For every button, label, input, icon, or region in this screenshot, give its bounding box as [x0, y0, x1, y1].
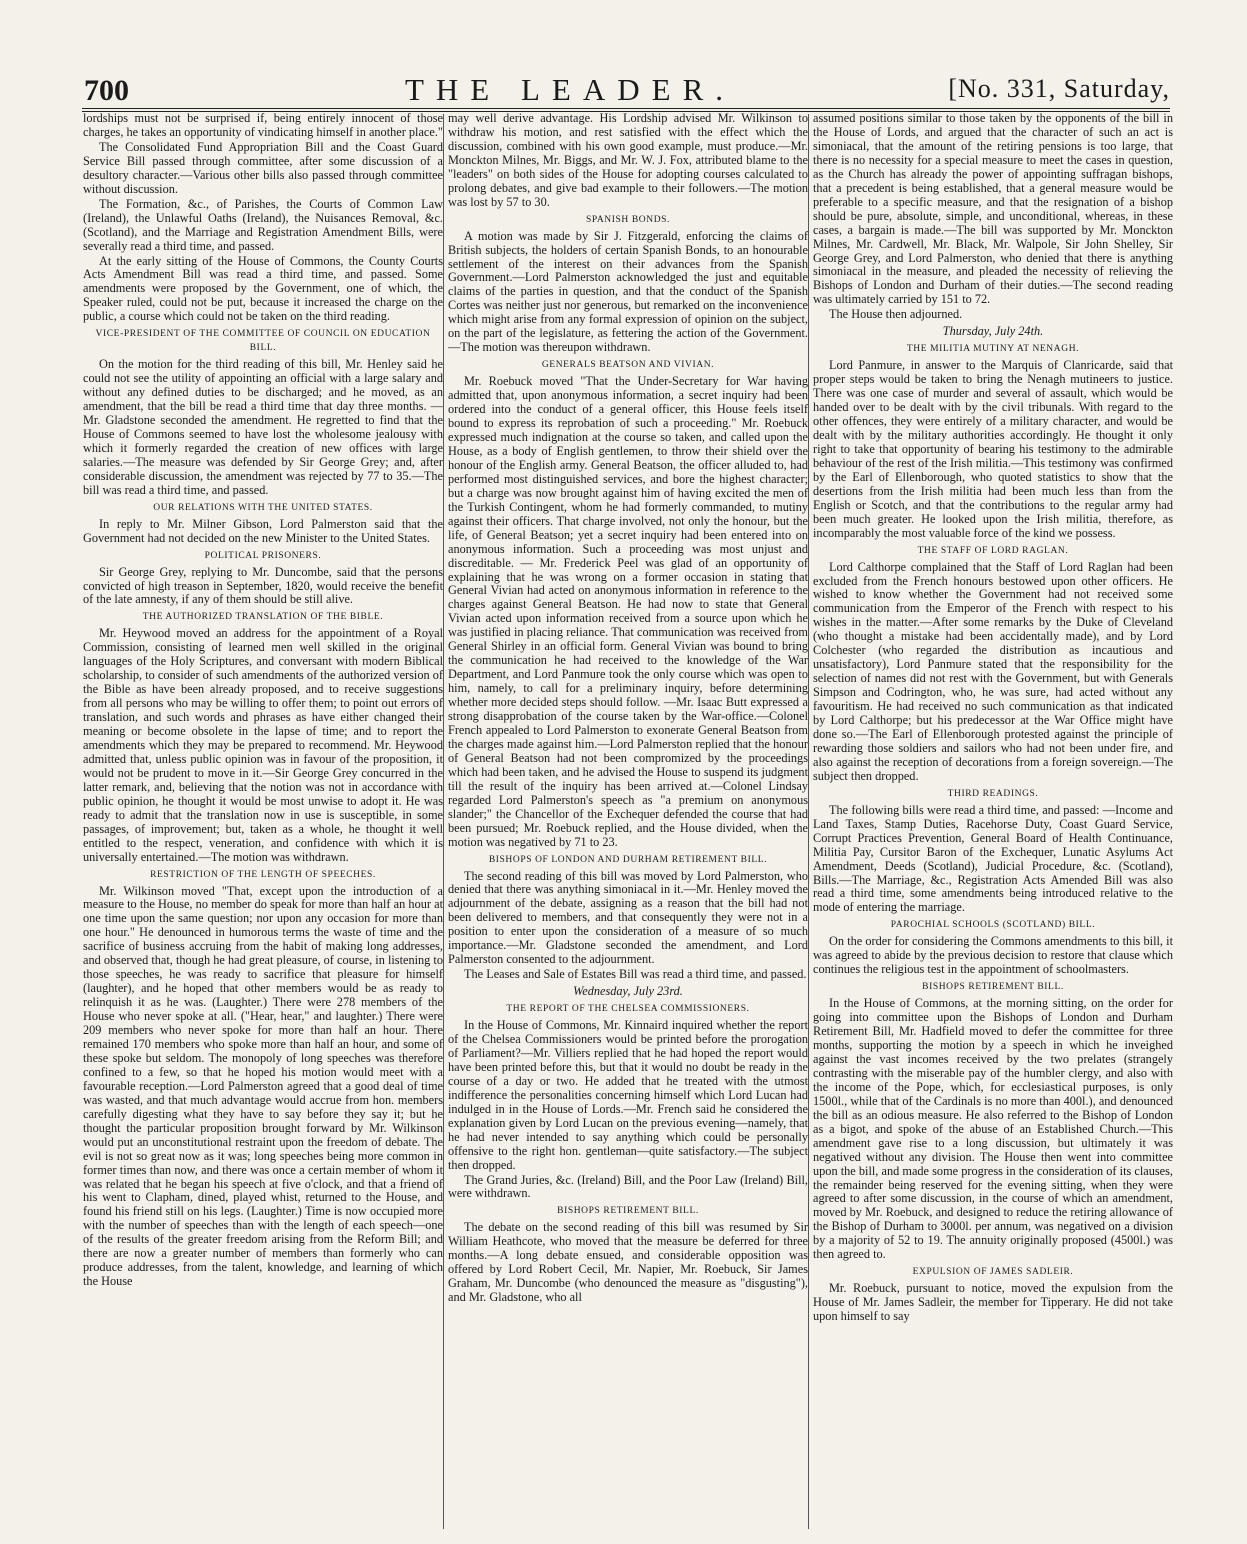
paragraph: Mr. Heywood moved an address for the appointment of a Royal Commission, consisting of learned men well skilled in the original languages of the Holy Scriptures, and conversant with modern Biblical scholarship, to consider of such amendments of the authorized version of the Bible as have been already proposed, and to receive suggestions from all persons who may be willing to offer them; to point out errors of translation, and such words and phrases as have either changed their meaning or become obsolete in the lapse of time; and to report the amendments which they may be prepared to recommend. Mr. Heywood admitted that, unless public opinion was in favour of the proposition, it would not be prudent to move in it.—Sir George Grey concurred in the latter remark, and, believing that the notion was not in accordance with public opinion, he thought it would be most unwise to adopt it. He was ready to admit that the translation now in use is susceptible, in some passages, of improvement; but, taken as a whole, he thought it well entitled to the respect, veneration, and confidence with which it is universally entertained.—The motion was withdrawn.: [83, 626, 443, 864]
section-heading: THE STAFF OF LORD RAGLAN.: [917, 545, 1069, 556]
paragraph: The following bills were read a third time, and passed: —Income and Land Taxes, Stamp Duties, Racehorse Duty, Coast Guard Service, Corrupt Practices Prevention, General Board of Health Continuance, Militia Pay, Cursitor Baron of the Exchequer, Lunatic Asylums Act Amendment, Deeds (Scotland), Judicial Procedure, &c. (Scotland), Bills.—The Marriage, &c., Registration Acts Amended Bill was also read a third time, some amendments being introduced relative to the mode of entering the marriage.: [813, 802, 1173, 915]
text-column-2: [448, 112, 808, 1532]
paragraph: may well derive advantage. His Lordship advised Mr. Wilkinson to withdraw his motion, and rest satisfied with the effect which the discussion, combined with his own good example, must produce.—Mr. Monckton Milnes, Mr. Biggs, and Mr. W. J. Fox, attributed blame to the "leaders" on both sides of the House for adopting courses calculated to prolong debates, and give bad example to their followers.—The motion was lost by 57 to 30.: [448, 112, 808, 209]
paragraph: Mr. Roebuck moved "That the Under-Secretary for War having admitted that, upon anonymous information, a secret inquiry had been ordered into the conduct of a general officer, this House feels itself bound to express its reprobation of such a proceeding." Mr. Roebuck expressed much indignation at the course so taken, and called upon the House, as a body of English gentlemen, to throw their shield over the honour of the English army. General Beatson, the officer alluded to, had performed most distinguished services, and bore the highest character; but a charge was now brought against him of having excited the men of the Turkish Contingent, whom he had formerly commanded, to mutiny against their officers. That charge involved, not only the honour, but the life, of General Beatson; yet a secret inquiry had been entered into on anonymous information. Such a proceeding was most unjust and discreditable. — Mr. Frederick Peel was glad of an opportunity of explaining that he was wrong on a former occasion in stating that General Vivian had acted on anonymous information in reference to the charges against General Beatson. He had now to state that General Vivian acted upon information received from a source upon which he was justified in placing reliance. That communication was received from General Shirley in an official form. General Vivian was bound to bring the communication he had received to the knowledge of the War Department, and Lord Panmure took the only course which was open to him, namely, to call for a preliminary inquiry, before determining whether more decided steps should follow. —Mr. Isaac Butt expressed a strong disapprobation of the course taken by the War-office.—Colonel French appealed to Lord Palmerston to exonerate General Beatson from the charges made against him.—Lord Palmerston replied that the honour of General Beatson had not been compromized by the proceedings which had been taken, and he advised the House to suspend its judgment till the result of the inquiry has been arrived at.—Colonel Lindsay regarded Lord Palmerston's speech as "a premium on anonymous slander;" the Chancellor of the Exchequer defended the course that had been pursued; Mr. Roebuck replied, and the House divided, when the motion was negatived by 71 to 23.: [448, 374, 808, 849]
paragraph: Mr. Wilkinson moved "That, except upon the introduction of a measure to the House, no member do speak for more than half an hour at one time upon the same question; nor upon any occasion for more than one hour." He denounced in humorous terms the waste of time and the sacrifice of business accruing from the habit of making long addresses, and observed that, though he had great pleasure, of course, in listening to those speeches, he was ready to sacrifice that pleasure for himself (laughter), and he hoped that other members would be as ready to relinquish it as he was. (Laughter.) There were 278 members of the House who never spoke at all. ("Hear, hear," and laughter.) There were 209 members who never spoke for more than half an hour. There remained 170 members who spoke more than half an hour, and some of these spoke but seldom. The monopoly of long speeches was therefore confined to a few, so that he hoped his motion would meet with a favourable reception.—Lord Palmerston agreed that a good deal of time was wasted, and that much advantage would accrue from hon. members carefully digesting what they have to say before they say it; but he thought the particular proposition brought forward by Mr. Wilkinson would put an unconstitutional restraint upon the freedom of debate. The evil is not so great now as it was; long speeches being more common in former times than now, and there was once a certain member of whom it was related that he began his speech at five o'clock, and that a friend of his went to Clapham, dined, played whist, returned to the House, and found his friend still on his legs. (Laughter.) Time is now occupied more with the number of speeches than with the length of each speech—one of the results of the greater freedom arising from the Reform Bill; and there are now a greater number of members than formerly who can produce addresses, from the talent, knowledge, and learning of which the House: [83, 883, 443, 1289]
paragraph: The Grand Juries, &c. (Ireland) Bill, and the Poor Law (Ireland) Bill, were withdrawn.: [448, 1172, 808, 1201]
header-rule: [82, 108, 1170, 109]
paragraph: The House then adjourned.: [829, 307, 963, 322]
date-heading: Wednesday, July 23rd.: [573, 984, 683, 999]
paragraph: assumed positions similar to those taken by the opponents of the bill in the House of Lords, and argued that the character of such an act is simoniacal, that the amount of the retiring pensions is too large, that there is no necessity for a special measure to meet the cases in question, as the Church has already the power of appointing suffragan bishops, that a precedent is being established, that a general measure would be preferable to a specific measure, and that the resignation of a bishop should be pure, absolute, simple, and unconditional, whereas, in these cases, a bargain is made.—The bill was supported by Mr. Monckton Milnes, Mr. Cardwell, Mr. Black, Mr. Walpole, Sir John Shelley, Sir George Grey, and Lord Palmerston, who denied that there is anything simoniacal in the measure, and pleaded the necessity of relieving the Bishops of London and Durham of their duties.—The second reading was ultimately carried by 151 to 72.: [813, 112, 1173, 307]
section-heading: EXPULSION OF JAMES SADLEIR.: [912, 1267, 1074, 1278]
section-heading: RESTRICTION OF THE LENGTH OF SPEECHES.: [150, 869, 376, 880]
paragraph: The debate on the second reading of this bill was resumed by Sir William Heathcote, who moved that the measure be deferred for three months.—A long debate ensued, and considerable opposition was offered by Lord Robert Cecil, Mr. Napier, Mr. Roebuck, Sir James Graham, Mr. Duncombe (who denounced the measure as "disgusting"), and Mr. Gladstone, who all: [448, 1220, 808, 1305]
date-heading: Thursday, July 24th.: [942, 324, 1044, 339]
section-heading: GENERALS BEATSON AND VIVIAN.: [541, 360, 715, 371]
text-column-1: [83, 112, 443, 1532]
paragraph: On the motion for the third reading of this bill, Mr. Henley said he could not see the utility of appointing an official with a large salary and without any defined duties to be discharged; and he moved, as an amendment, that the bill be read a third time that day three months. —Mr. Gladstone seconded the amendment. He regretted to find that the House of Commons seemed to have lost the wholesome jealousy with which it formerly regarded the creation of new offices with large salaries.—The measure was defended by Sir George Grey; and, after considerable discussion, the amendment was rejected by 77 to 35.—The bill was read a third time, and passed.: [83, 357, 443, 497]
paragraph: On the order for considering the Commons amendments to this bill, it was agreed to abide by the previous decision to restore that clause which continues the religious test in the appointment of schoolmasters.: [813, 934, 1173, 977]
paragraph: The Formation, &c., of Parishes, the Courts of Common Law (Ireland), the Unlawful Oaths (Ireland), the Nuisances Removal, &c. (Scotland), and the Marriage and Registration Amendment Bills, were severally read a third time, and passed.: [83, 196, 443, 253]
column-divider: [808, 114, 809, 1529]
paragraph: The second reading of this bill was moved by Lord Palmerston, who denied that there was anything simoniacal in it.—Mr. Henley moved the adjournment of the debate, assigning as a reason that the bill had not been delivered to members, and that consequently they were not in a position to enter upon the consideration of a measure of so much importance.—Mr. Gladstone seconded the amendment, and Lord Palmerston consented to the adjournment.: [448, 868, 808, 967]
paragraph: In reply to Mr. Milner Gibson, Lord Palmerston said that the Government had not decided on the new Minister to the United States.: [83, 516, 443, 545]
section-heading: SPANISH BONDS.: [585, 214, 671, 225]
page-header: [80, 72, 1170, 106]
page-number: 700: [84, 74, 129, 107]
paragraph: lordships must not be surprised if, being entirely innocent of those charges, he takes an opportunity of vindicating himself in another place.": [83, 112, 443, 139]
paragraph: In the House of Commons, at the morning sitting, on the order for going into committee upon the Bishops of London and Durham Retirement Bill, Mr. Hadfield moved to defer the committee for three months, supporting the motion by a speech in which he inveighed against the vast incomes received by the two prelates (strangely contrasting with the miserable pay of the humbler clergy, and also with the income of the Pope, which, for ecclesiastical purposes, is only 1500l., while that of the Cardinals is no more than 400l.), and denounced the bill as an odious measure. He also referred to the Bishop of London as a bigot, and spoke of the abuse of an Established Church.—This amendment gave rise to a long discussion, but ultimately it was negatived without any division. The House then went into committee upon the bill, and made some progress in the consideration of its clauses, the remainder being reserved for the evening sitting, when they were agreed to after some discussion, in the course of which an amendment, moved by Mr. Roebuck, and designed to reduce the retiring allowance of the Bishop of Durham to 3000l. per annum, was negatived on a division by a majority of 52 to 19. The annuity originally proposed (4500l.) was then agreed to.: [813, 996, 1173, 1262]
section-heading: THE REPORT OF THE CHELSEA COMMISSIONERS.: [506, 1004, 750, 1015]
newspaper-title: THE LEADER.: [404, 72, 736, 107]
section-heading: THE MILITIA MUTINY AT NENAGH.: [906, 344, 1080, 355]
paragraph: Lord Panmure, in answer to the Marquis of Clanricarde, said that proper steps would be taken to bring the Nenagh mutineers to justice. There was one case of murder and several of assault, which would be handed over to be dealt with by the civil tribunals. With regard to the other offences, they were entirely of a military character, and would be dealt with by the military authorities accordingly. He thought it only right to take that opportunity of bearing his testimony to the admirable behaviour of the rest of the Irish militia.—This testimony was confirmed by the Earl of Ellenborough, who quoted statistics to show that the desertions from the Irish militia had been much less than from the English or Scotch, and that the contributions to the regular army had been much greater. He looked upon the Irish militia, therefore, as incomparably the most valuable force of the kind we possess.: [813, 358, 1173, 540]
section-heading: BISHOPS OF LONDON AND DURHAM RETIREMENT BILL.: [488, 854, 768, 865]
section-heading: POLITICAL PRISONERS.: [204, 550, 322, 561]
section-heading: BISHOPS RETIREMENT BILL.: [557, 1206, 699, 1217]
paragraph: Sir George Grey, replying to Mr. Duncombe, said that the persons convicted of high treason in September, 1820, would receive the benefit of the late amnesty, if any of them should be still alive.: [83, 564, 443, 607]
paragraph: The Leases and Sale of Estates Bill was read a third time, and passed.: [464, 967, 807, 982]
section-heading: VICE-PRESIDENT OF THE COMMITTEE OF COUNCIL ON EDUCATION BILL.: [95, 329, 431, 354]
paragraph: In the House of Commons, Mr. Kinnaird inquired whether the report of the Chelsea Commissioners would be printed before the prorogation of Parliament?—Mr. Villiers replied that he had hoped the report would have been printed before this, but that it would no doubt be ready in the course of a day or two. He added that he treated with the utmost indifference the personalities concerning himself which Lord Lucan had indulged in in the House of Lords.—Mr. French said he considered the explanation given by Lord Lucan on the previous evening—namely, that he had never intended to say anything which could be personally offensive to the right hon. gentleman—quite satisfactory.—The subject then dropped.: [448, 1018, 808, 1172]
paragraph: The Consolidated Fund Appropriation Bill and the Coast Guard Service Bill passed through committee, after some discussion of a desultory character.—Various other bills also passed through committee without discussion.: [83, 139, 443, 196]
paragraph: Lord Calthorpe complained that the Staff of Lord Raglan had been excluded from the French honours bestowed upon other officers. He wished to know whether the Government had not received some communication from the Emperor of the French with respect to his wishes in the matter.—After some remarks by the Duke of Cleveland (who thought a mistake had been accidentally made), and by Lord Colchester (who regarded the distribution as incautious and unsatisfactory), Lord Panmure stated that the responsibility for the selection of names did not rest with the Government, but with Generals Simpson and Codrington, who, he was sure, had acted without any favouritism. He had received no such communication as that indicated by Lord Calthorpe; but his predecessor at the War Office might have done so.—The Earl of Ellenborough protested against the principle of rewarding those soldiers and sailors who had not been under fire, and also against the reception of decorations from a foreign sovereign.—The subject then dropped.: [813, 559, 1173, 783]
paragraph: Mr. Roebuck, pursuant to notice, moved the expulsion from the House of Mr. James Sadleir, the member for Tipperary. He did not take upon himself to say: [813, 1281, 1173, 1324]
section-heading: THIRD READINGS.: [947, 788, 1039, 799]
section-heading: PAROCHIAL SCHOOLS (SCOTLAND) BILL.: [890, 920, 1096, 931]
paragraph: At the early sitting of the House of Commons, the County Courts Acts Amendment Bill was read a third time, and passed. Some amendments were proposed by the Government, one of which, the Speaker ruled, could not be put, because it increased the charge on the public, a course which could not be taken on the third reading.: [83, 253, 443, 324]
issue-label: [No. 331, Saturday,: [948, 74, 1170, 103]
text-column-3: [813, 112, 1173, 1532]
section-heading: OUR RELATIONS WITH THE UNITED STATES.: [153, 502, 373, 513]
section-heading: BISHOPS RETIREMENT BILL.: [922, 982, 1064, 993]
section-heading: THE AUTHORIZED TRANSLATION OF THE BIBLE.: [142, 612, 384, 623]
column-divider: [443, 114, 444, 1529]
paragraph: A motion was made by Sir J. Fitzgerald, enforcing the claims of British subjects, the holders of certain Spanish Bonds, to an honourable settlement of the interest on their advances from the Spanish Government.—Lord Palmerston acknowledged the just and equitable claims of the parties in question, and that the conduct of the Spanish Cortes was neither just nor generous, but remarked on the inconvenience which might arise from any formal expression of opinion on the subject, on the part of the legislature, as fettering the action of the Government.—The motion was thereupon withdrawn.: [448, 228, 808, 355]
